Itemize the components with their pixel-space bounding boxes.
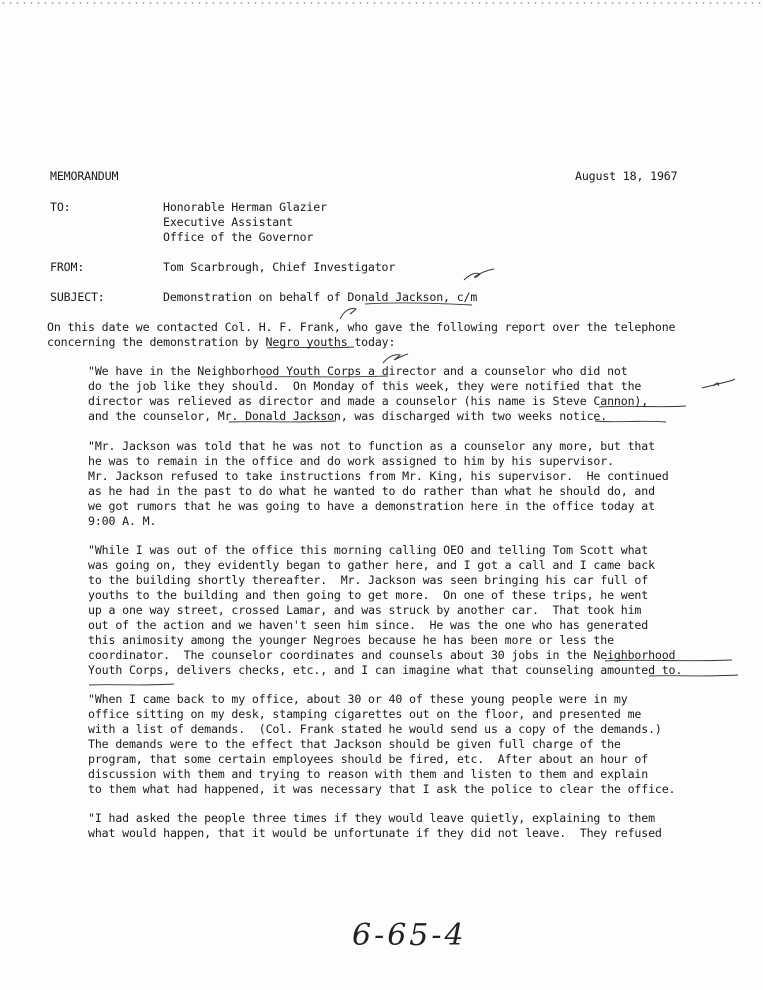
to-label: TO: [50,200,71,214]
paragraph-4-line: discussion with them and trying to reason with them and listen to them and explain [88,767,649,781]
paragraph-5-line: "I had asked the people three times if they would leave quietly, explaining to them [88,811,655,825]
paragraph-3-line: this animosity among the younger Negroes because he has been more or less the [88,633,614,647]
paragraph-2-line: Mr. Jackson refused to take instructions from Mr. King, his supervisor. He continued [88,469,669,483]
pen-underline-two-weeks [594,418,668,426]
paragraph-1-line: director was relieved as director and made a counselor (his name is Steve Cannon), [88,394,649,408]
paragraph-1-line: "We have in the Neighborhood Youth Corps a director and a counselor who did not [88,364,628,378]
paragraph-2-line: as he had in the past to do what he wanted to do rather than what he should do, and [88,484,655,498]
to-line-1: Honorable Herman Glazier [163,200,327,214]
paragraph-2-line: "Mr. Jackson was told that he was not to function as a counselor any more, but that [88,439,655,453]
paragraph-4-line: to them what had happened, it was necessary that I ask the police to clear the office. [88,782,676,796]
pen-mark-paragraph-1 [380,350,410,366]
pen-underline-youth-corps-2 [604,657,734,665]
paragraph-2-line: he was to remain in the office and do work assigned to him by his supervisor. [88,454,614,468]
paragraph-1-line: do the job like they should. On Monday of this week, they were notified that the [88,379,642,393]
paragraph-3-line: "While I was out of the office this morning calling OEO and telling Tom Scott what [88,543,649,557]
paragraph-3-line: up a one way street, crossed Lamar, and was struck by another car. That took him [88,603,642,617]
pen-mark-subject [462,266,496,284]
memo-heading: MEMORANDUM [50,169,119,183]
intro-line-2: concerning the demonstration by Negro youths today: [47,335,396,349]
paragraph-4-line: with a list of demands. (Col. Frank stated he would send us a copy of the demands.) [88,722,662,736]
paragraph-4-line: The demands were to the effect that Jackson should be given full charge of the [88,737,621,751]
paragraph-4-line: office sitting on my desk, stamping cigarettes out on the floor, and presented me [88,707,642,721]
handwritten-page-number: 6-65-4 [352,918,467,953]
pen-underline-subject [364,300,474,308]
subject-value: Demonstration on behalf of Donald Jackson, c/m [163,290,478,304]
paragraph-5-line: what would happen, that it would be unfortunate if they did not leave. They refused [88,826,662,840]
paragraph-3-line: was going on, they evidently began to gather here, and I got a call and I came back [88,558,655,572]
from-label: FROM: [50,260,85,274]
to-line-2: Executive Assistant [163,215,293,229]
paragraph-2-line: 9:00 A. M. [88,514,157,528]
paragraph-3-line: to the building shortly thereafter. Mr. Jackson was seen bringing his car full of [88,573,649,587]
from-value: Tom Scarbrough, Chief Investigator [163,260,396,274]
subject-label: SUBJECT: [50,290,105,304]
paragraph-3-line: youths to the building and then going to get more. On one of these trips, he went [88,588,649,602]
pen-underline-amounted [648,672,740,680]
paragraph-2-line: we got rumors that he was going to have a demonstration here in the office today at [88,499,655,513]
pen-underline-negro-youths [266,344,356,352]
paragraph-4-line: program, that some certain employees should be fired, etc. After about an hour of [88,752,649,766]
paragraph-4-line: "When I came back to my office, about 30 or 40 of these young people were in my [88,692,628,706]
paragraph-3-line: coordinator. The counselor coordinates and counsels about 30 jobs in the Neighborhood [88,648,676,662]
pen-underline-youth-corps [260,373,390,381]
to-line-3: Office of the Governor [163,230,314,244]
pen-underline-steve-cannon [598,403,688,411]
pen-underline-donald-jackson [228,418,338,426]
paragraph-3-line: Youth Corps, delivers checks, etc., and I can imagine what that counseling amounted to. [88,663,683,677]
perforation-edge [0,0,763,6]
intro-line-1: On this date we contacted Col. H. F. Frank, who gave the following report over the telephone [47,320,676,334]
memo-date: August 18, 1967 [575,169,678,183]
pen-mark-margin [700,376,736,392]
paragraph-3-line: out of the action and we haven't seen him since. He was the one who has generated [88,618,649,632]
pen-mark-intro [336,305,362,323]
paragraph-1-line: and the counselor, Mr. Donald Jackson, was discharged with two weeks notice. [88,409,608,423]
pen-underline-youth-corps-intro [88,681,176,689]
